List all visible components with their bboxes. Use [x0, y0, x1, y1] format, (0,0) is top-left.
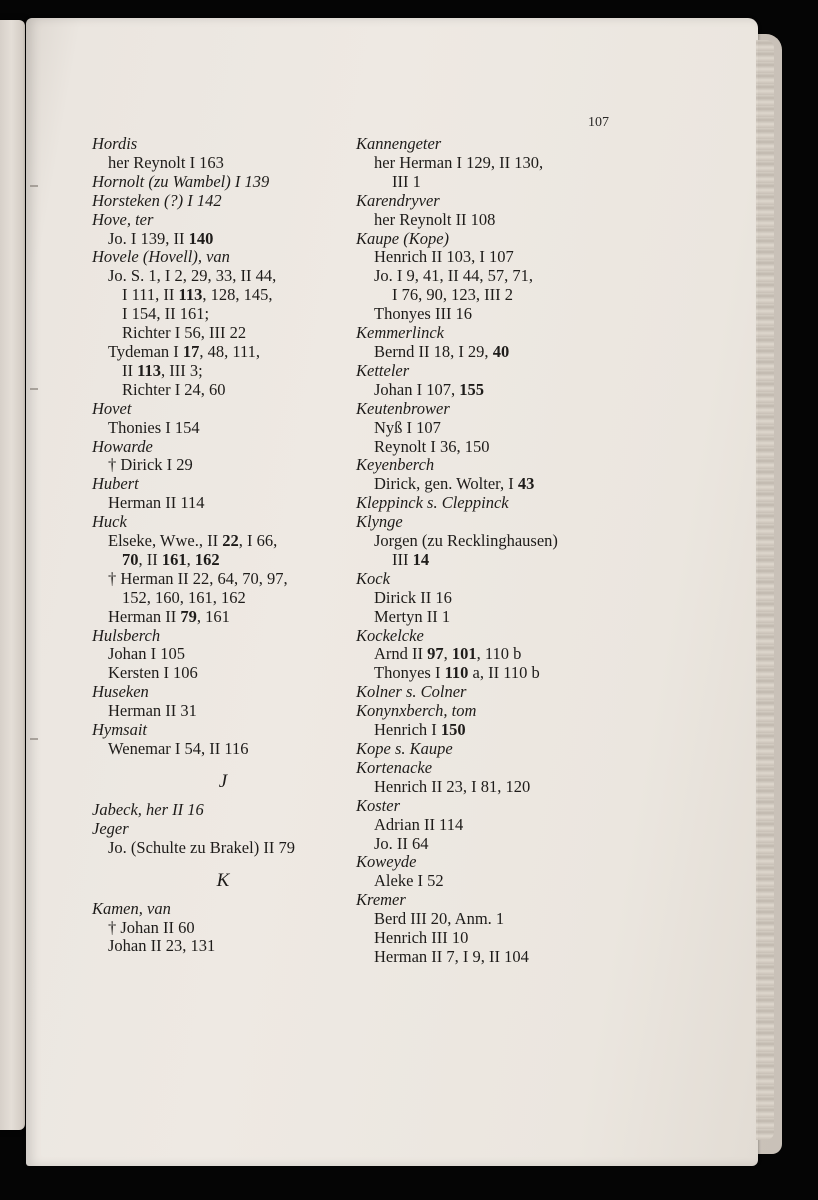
entry-headword: Hovet	[92, 398, 132, 418]
entry-headword: Hubert	[92, 474, 139, 494]
index-entry	[356, 891, 626, 967]
entry-line: Bernd II 18, I 29, 40	[374, 341, 510, 361]
entry-headword: Kremer	[356, 890, 406, 910]
entry-line: Elseke, Wwe., II 22, I 66,	[108, 531, 278, 551]
bold-reference: 113	[137, 360, 161, 380]
entry-headword: Koster	[356, 795, 401, 815]
entry-line: † Dirick I 29	[108, 455, 193, 475]
bold-reference: 22	[222, 531, 239, 551]
entry-headword: Jeger	[92, 818, 129, 838]
entry-line: Berd III 20, Anm. 1	[374, 909, 505, 929]
entry-line: I 76, 90, 123, III 2	[392, 285, 513, 305]
index-entry	[92, 192, 354, 211]
entry-line: Richter I 56, III 22	[122, 323, 247, 343]
entry-line: Johan I 107, 155	[374, 379, 484, 399]
entry-line: † Johan II 60	[108, 917, 195, 937]
entry-headword: Horsteken (?) I 142	[92, 190, 222, 210]
entry-headword: Kleppinck s. Cleppinck	[356, 493, 509, 513]
bold-reference: 40	[492, 341, 510, 361]
entry-line: Herman II 31	[108, 701, 197, 721]
index-entry	[92, 513, 354, 626]
index-entry	[356, 135, 626, 192]
entry-headword: Hordis	[92, 134, 138, 153]
entry-headword: Hulsberch	[92, 625, 161, 645]
entry-headword: Kope s. Kaupe	[356, 739, 453, 758]
bold-reference: 79	[180, 606, 197, 626]
entry-line: Thonies I 154	[108, 417, 200, 437]
entry-line: Jo. S. 1, I 2, 29, 33, II 44,	[108, 266, 277, 286]
index-entry	[356, 494, 626, 513]
entry-line: Adrian II 114	[374, 814, 464, 834]
bold-reference: 150	[440, 720, 466, 740]
entry-headword: Ketteler	[356, 360, 410, 380]
entry-line: Reynolt I 36, 150	[374, 436, 490, 456]
entry-headword: Klynge	[356, 512, 403, 532]
index-entry	[92, 173, 354, 192]
section-letter: J	[218, 770, 228, 792]
index-entry	[92, 820, 354, 858]
index-entry	[92, 801, 354, 820]
index-entry	[92, 721, 354, 759]
entry-line: III 1	[392, 171, 421, 191]
index-entry	[356, 456, 626, 494]
entry-line: Henrich II 103, I 107	[374, 247, 514, 267]
entry-line: her Reynolt II 108	[374, 209, 496, 229]
index-column-left	[92, 135, 354, 956]
entry-line: Dirick, gen. Wolter, I 43	[374, 474, 535, 494]
entry-headword: Huck	[92, 512, 127, 532]
binding-stitch	[30, 388, 38, 390]
index-entry	[92, 900, 354, 957]
entry-headword: Keyenberch	[356, 455, 435, 475]
index-entry	[356, 797, 626, 854]
binding-stitch	[30, 185, 38, 187]
index-entry	[356, 400, 626, 457]
index-entry	[356, 324, 626, 362]
bold-reference: 162	[194, 549, 220, 569]
entry-headword: Kaupe (Kope)	[356, 228, 450, 248]
entry-line: 152, 160, 161, 162	[122, 587, 246, 607]
index-entry	[356, 853, 626, 891]
bold-reference: 43	[517, 474, 535, 494]
entry-line: Arnd II 97, 101, 110 b	[374, 644, 522, 664]
bold-reference: 110	[444, 663, 469, 683]
bold-reference: 161	[161, 549, 187, 569]
index-entry	[356, 513, 626, 570]
entry-headword: Konynxberch, tom	[356, 701, 477, 721]
entry-line: Thonyes I 110 a, II 110 b	[374, 663, 540, 683]
entry-line: Jo. I 139, II 140	[108, 228, 214, 248]
entry-headword: Hymsait	[92, 720, 147, 740]
entry-line: Tydeman I 17, 48, 111,	[108, 341, 261, 361]
entry-headword: Howarde	[92, 436, 153, 456]
entry-line: Jo. II 64	[374, 833, 429, 853]
entry-headword: Huseken	[92, 682, 149, 702]
entry-line: Nyß I 107	[374, 417, 441, 437]
entry-line: her Reynolt I 163	[108, 152, 224, 172]
entry-line: Herman II 79, 161	[108, 606, 230, 626]
entry-line: Wenemar I 54, II 116	[108, 739, 249, 758]
bold-reference: 101	[451, 644, 477, 664]
bold-reference: 140	[188, 228, 214, 248]
index-entry	[92, 475, 354, 513]
index-entry	[356, 627, 626, 684]
index-column-right	[356, 135, 626, 967]
bold-reference: 17	[182, 341, 200, 361]
index-entry	[356, 570, 626, 627]
bold-reference: 97	[427, 644, 444, 664]
index-entry	[356, 192, 626, 230]
entry-headword: Kolner s. Colner	[356, 682, 467, 702]
index-entry	[356, 230, 626, 325]
entry-headword: Keutenbrower	[356, 398, 450, 418]
entry-line: Jo. (Schulte zu Brakel) II 79	[108, 837, 295, 857]
entry-line: I 111, II 113, 128, 145,	[122, 285, 273, 305]
entry-line: Henrich III 10	[374, 928, 469, 948]
deckle-edge	[756, 40, 774, 1140]
entry-headword: Kannengeter	[356, 134, 442, 153]
entry-line: Herman II 7, I 9, II 104	[374, 946, 529, 966]
facing-page-edge	[0, 20, 25, 1130]
entry-line: Kersten I 106	[108, 663, 198, 683]
index-entry	[92, 438, 354, 476]
entry-headword: Hove, ter	[92, 209, 154, 229]
index-entry	[92, 211, 354, 249]
index-entry	[356, 683, 626, 702]
index-entry	[92, 248, 354, 399]
entry-line: Johan II 23, 131	[108, 936, 216, 956]
entry-headword: Jabeck, her II 16	[92, 799, 204, 819]
entry-headword: Hornolt (zu Wambel) I 139	[92, 171, 270, 191]
entry-headword: Kock	[356, 568, 390, 588]
binding-stitch	[30, 738, 38, 740]
entry-line: Mertyn II 1	[374, 606, 451, 626]
entry-line: Jorgen (zu Recklinghausen)	[374, 531, 558, 551]
entry-line: II 113, III 3;	[122, 360, 203, 380]
section-letter: K	[216, 869, 230, 891]
entry-line: III 14	[392, 549, 430, 569]
index-entry	[356, 702, 626, 740]
index-entry	[92, 135, 354, 173]
page-number: 107	[588, 115, 609, 130]
entry-headword: Kamen, van	[92, 898, 171, 918]
entry-headword: Koweyde	[356, 852, 417, 872]
index-entry	[356, 362, 626, 400]
index-entry	[92, 400, 354, 438]
index-entry	[356, 759, 626, 797]
entry-line: Henrich II 23, I 81, 120	[374, 776, 531, 796]
entry-line: her Herman I 129, II 130,	[374, 152, 544, 172]
entry-line: 70, II 161, 162	[122, 549, 220, 569]
entry-line: † Herman II 22, 64, 70, 97,	[108, 568, 288, 588]
bold-reference: 113	[178, 285, 203, 305]
index-entry	[356, 740, 626, 759]
entry-line: Henrich I 150	[374, 720, 466, 740]
entry-headword: Kockelcke	[356, 625, 424, 645]
entry-line: Richter I 24, 60	[122, 379, 226, 399]
bold-reference: 14	[412, 549, 430, 569]
bold-reference: 155	[459, 379, 484, 399]
entry-line: Jo. I 9, 41, II 44, 57, 71,	[374, 266, 534, 286]
entry-headword: Karendryver	[356, 190, 440, 210]
index-entry	[92, 683, 354, 721]
entry-headword: Kortenacke	[356, 757, 433, 777]
entry-line: I 154, II 161;	[122, 304, 210, 324]
entry-line: Thonyes III 16	[374, 304, 473, 324]
entry-line: Aleke I 52	[374, 871, 444, 891]
index-entry	[92, 627, 354, 684]
entry-headword: Hovele (Hovell), van	[92, 247, 230, 267]
entry-headword: Kemmerlinck	[356, 323, 444, 343]
bold-reference: 70	[122, 549, 139, 569]
entry-line: Johan I 105	[108, 644, 185, 664]
entry-line: Dirick II 16	[374, 587, 452, 607]
entry-line: Herman II 114	[108, 493, 205, 513]
